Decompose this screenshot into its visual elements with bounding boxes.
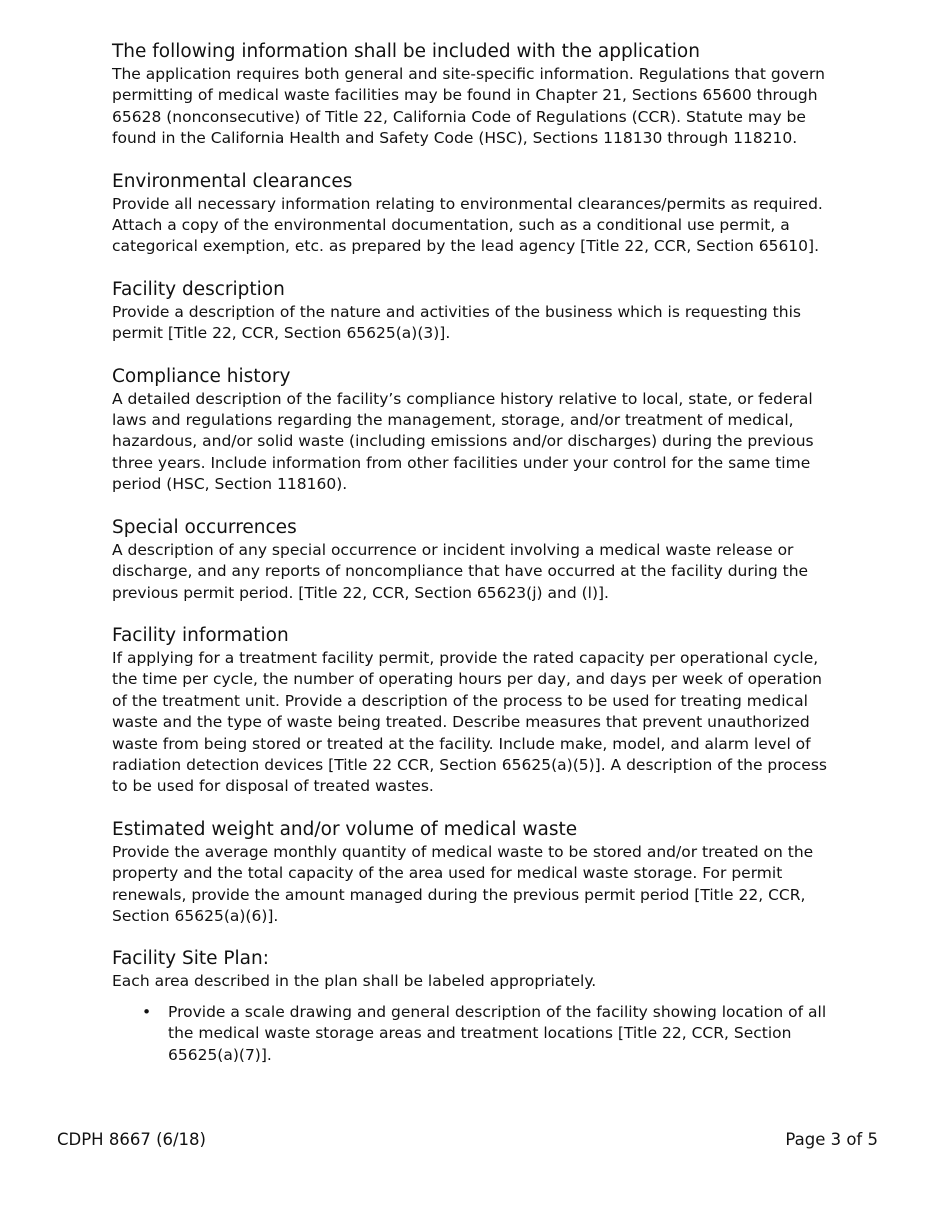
section-estimated-weight bbox=[112, 818, 840, 928]
section-special-occurrences bbox=[112, 516, 840, 604]
section-environmental-clearances bbox=[112, 170, 840, 258]
bullet-list bbox=[112, 1002, 840, 1066]
section-heading: The following information shall be included with the application bbox=[112, 41, 700, 62]
section-body: Provide the average monthly quantity of medical waste to be stored and/or treated on the property and the total capacity of the area used for medical waste storage. For permit renewals, provide the amount managed during the previous permit period [Title 22, CCR, Section 65625(a)(6)]. bbox=[112, 842, 814, 925]
section-body: The application requires both general and site-specific information. Regulations that govern permitting of medical waste facilities may be found in Chapter 21, Sections 65600 through 65628 (nonconsecutive) of Title 22, California Code of Regulations (CCR). Statute may be found in the California Health and Safety Code (HSC), Sections 118130 through 118210. bbox=[112, 65, 825, 148]
section-body: A description of any special occurrence or incident involving a medical waste release or discharge, and any reports of noncompliance that have occurred at the facility during the previous permit period. [Title 22, CCR, Section 65623(j) and (l)]. bbox=[112, 540, 809, 602]
section-body: If applying for a treatment facility permit, provide the rated capacity per operational cycle, the time per cycle, the number of operating hours per day, and days per week of operation of the treatment unit. Provide a description of the process to be used for treating medical waste and the type of waste being treated. Describe measures that prevent unauthorized waste from being stored or treated at the facility. Include make, model, and alarm level of radiation detection devices [Title 22 CCR, Section 65625(a)(5)]. A description of the process to be used for disposal of treated wastes. bbox=[112, 648, 827, 796]
section-heading: Special occurrences bbox=[112, 516, 297, 538]
list-item-text: Provide a scale drawing and general description of the facility showing location of all the medical waste storage areas and treatment locations [Title 22, CCR, Section 65625(a)(7)]. bbox=[168, 1002, 827, 1064]
section-facility-site-plan bbox=[112, 947, 840, 1066]
section-heading: Facility information bbox=[112, 624, 289, 646]
section-body: A detailed description of the facility’s compliance history relative to local, state, or federal laws and regulations regarding the management, storage, and/or treatment of medical, hazardous, and/or solid waste (including emissions and/or discharges) during the previous three years. Include information from other facilities under your control for the same time period (HSC, Section 118160). bbox=[112, 389, 814, 494]
section-heading: Facility description bbox=[112, 278, 285, 300]
section-heading: Compliance history bbox=[112, 365, 291, 387]
section-body: Each area described in the plan shall be labeled appropriately. bbox=[112, 972, 597, 991]
section-compliance-history bbox=[112, 365, 840, 496]
section-facility-information bbox=[112, 624, 840, 798]
page-number: Page 3 of 5 bbox=[785, 1130, 878, 1149]
section-body: Provide a description of the nature and activities of the business which is requesting this permit [Title 22, CCR, Section 65625(a)(3)]. bbox=[112, 302, 801, 343]
section-application-info bbox=[112, 40, 840, 150]
bullet-icon: • bbox=[142, 1002, 152, 1021]
section-facility-description bbox=[112, 278, 840, 345]
section-heading: Facility Site Plan: bbox=[112, 948, 269, 970]
section-heading: Environmental clearances bbox=[112, 170, 353, 192]
form-identifier: CDPH 8667 (6/18) bbox=[57, 1130, 206, 1149]
section-heading: Estimated weight and/or volume of medical waste bbox=[112, 818, 578, 840]
list-item bbox=[112, 1002, 840, 1066]
document-body bbox=[112, 40, 840, 1086]
section-body: Provide all necessary information relating to environmental clearances/permits as required. Attach a copy of the environmental documentation, such as a conditional use permit, a categorical exemption, etc. as prepared by the lead agency [Title 22, CCR, Section 65610]. bbox=[112, 194, 823, 256]
